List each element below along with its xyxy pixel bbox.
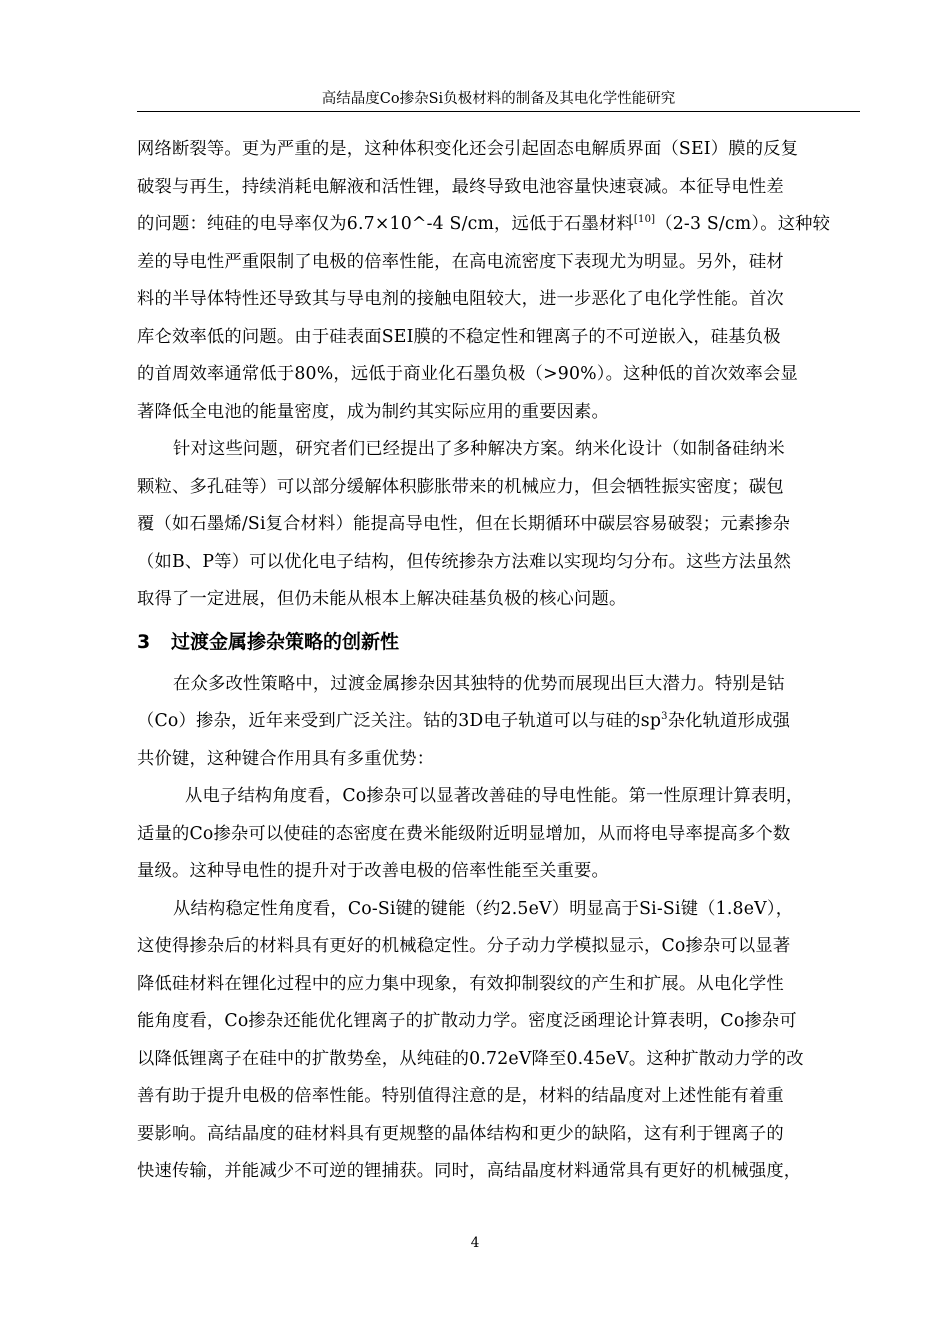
- text-run: 的问题：纯硅的电导率仅为6.7×10^-4 S/cm，远低于石墨材料: [137, 214, 634, 234]
- paragraph-line: 著降低全电池的能量密度，成为制约其实际应用的重要因素。: [137, 401, 609, 422]
- paragraph-line: 针对这些问题，研究者们已经提出了多种解决方案。纳米化设计（如制备硅纳米: [173, 439, 785, 459]
- text-run: （2-3 S/cm）。这种较: [655, 214, 831, 234]
- paragraph-line: 从电子结构角度看，Co掺杂可以显著改善硅的导电性能。第一性原理计算表明，: [185, 786, 804, 806]
- paragraph-4: [137, 778, 860, 891]
- paragraph-1: [137, 131, 860, 431]
- header-rule: [137, 111, 860, 112]
- paragraph-line: 取得了一定进展，但仍未能从根本上解决硅基负极的核心问题。: [137, 589, 627, 609]
- paragraph-line: 破裂与再生，持续消耗电解液和活性锂，最终导致电池容量快速衰减。本征导电性差: [137, 176, 784, 197]
- paragraph-line: 料的半导体特性还导致其与导电剂的接触电阻较大，进一步恶化了电化学性能。首次: [137, 289, 784, 309]
- paragraph-line: 要影响。高结晶度的硅材料具有更规整的晶体结构和更少的缺陷，这有利于锂离子的: [137, 1123, 784, 1144]
- paragraph-line: 颗粒、多孔硅等）可以部分缓解体积膨胀带来的机械应力，但会牺牲振实密度；碳包: [137, 476, 784, 497]
- section-heading: [137, 619, 860, 666]
- section-title: 过渡金属掺杂策略的创新性: [171, 630, 400, 653]
- body-text: [137, 131, 860, 1191]
- paragraph-line: （如B、P等）可以优化电子结构，但传统掺杂方法难以实现均匀分布。这些方法虽然: [137, 551, 792, 572]
- paragraph-line: 网络断裂等。更为严重的是，这种体积变化还会引起固态电解质界面（SEI）膜的反复: [137, 139, 799, 159]
- paragraph-line: 共价键，这种键合作用具有多重优势：: [137, 748, 435, 769]
- paragraph-line: 降低硅材料在锂化过程中的应力集中现象，有效抑制裂纹的产生和扩展。从电化学性: [137, 973, 784, 994]
- paragraph-line: [137, 703, 860, 741]
- superscript: 3: [661, 711, 668, 723]
- citation-ref: [10]: [633, 214, 656, 226]
- paragraph-line: 快速传输，并能减少不可逆的锂捕获。同时，高结晶度材料通常具有更好的机械强度，: [137, 1161, 802, 1181]
- paragraph-line: 在众多改性策略中，过渡金属掺杂因其独特的优势而展现出巨大潜力。特别是钴: [173, 673, 785, 694]
- paragraph-line: 的首周效率通常低于80%，远低于商业化石墨负极（>90%）。这种低的首次效率会显: [137, 364, 798, 384]
- paragraph-line: 库仑效率低的问题。由于硅表面SEI膜的不稳定性和锂离子的不可逆嵌入，硅基负极: [137, 326, 781, 347]
- page-number: 4: [470, 1235, 480, 1251]
- text-run: 杂化轨道形成强: [667, 711, 791, 731]
- paragraph-3: [137, 666, 860, 779]
- paragraph-line: 能角度看，Co掺杂还能优化锂离子的扩散动力学。密度泛函理论计算表明，Co掺杂可: [137, 1011, 797, 1031]
- paragraph-line: 适量的Co掺杂可以使硅的态密度在费米能级附近明显增加，从而将电导率提高多个数: [137, 823, 791, 844]
- text-run: （Co）掺杂，近年来受到广泛关注。钴的3D电子轨道可以与硅的sp: [137, 711, 662, 731]
- paragraph-line: 善有助于提升电极的倍率性能。特别值得注意的是，材料的结晶度对上述性能有着重: [137, 1086, 784, 1106]
- paragraph-line: 量级。这种导电性的提升对于改善电极的倍率性能至关重要。: [137, 861, 609, 881]
- paragraph-5: [137, 891, 860, 1191]
- paragraph-2: [137, 431, 860, 619]
- paragraph-line: 以降低锂离子在硅中的扩散势垒，从纯硅的0.72eV降至0.45eV。这种扩散动力学的改: [137, 1048, 804, 1069]
- paragraph-line: [137, 206, 860, 244]
- paragraph-line: 从结构稳定性角度看，Co-Si键的键能（约2.5eV）明显高于Si-Si键（1.8eV），: [173, 898, 794, 919]
- running-header: 高结晶度Co掺杂Si负极材料的制备及其电化学性能研究: [321, 91, 676, 107]
- section-number: 3: [137, 630, 151, 653]
- paragraph-line: 这使得掺杂后的材料具有更好的机械稳定性。分子动力学模拟显示，Co掺杂可以显著: [137, 936, 791, 956]
- paragraph-line: 差的导电性严重限制了电极的倍率性能，在高电流密度下表现尤为明显。另外，硅材: [137, 251, 784, 272]
- paragraph-line: 覆（如石墨烯/Si复合材料）能提高导电性，但在长期循环中碳层容易破裂；元素掺杂: [137, 514, 791, 534]
